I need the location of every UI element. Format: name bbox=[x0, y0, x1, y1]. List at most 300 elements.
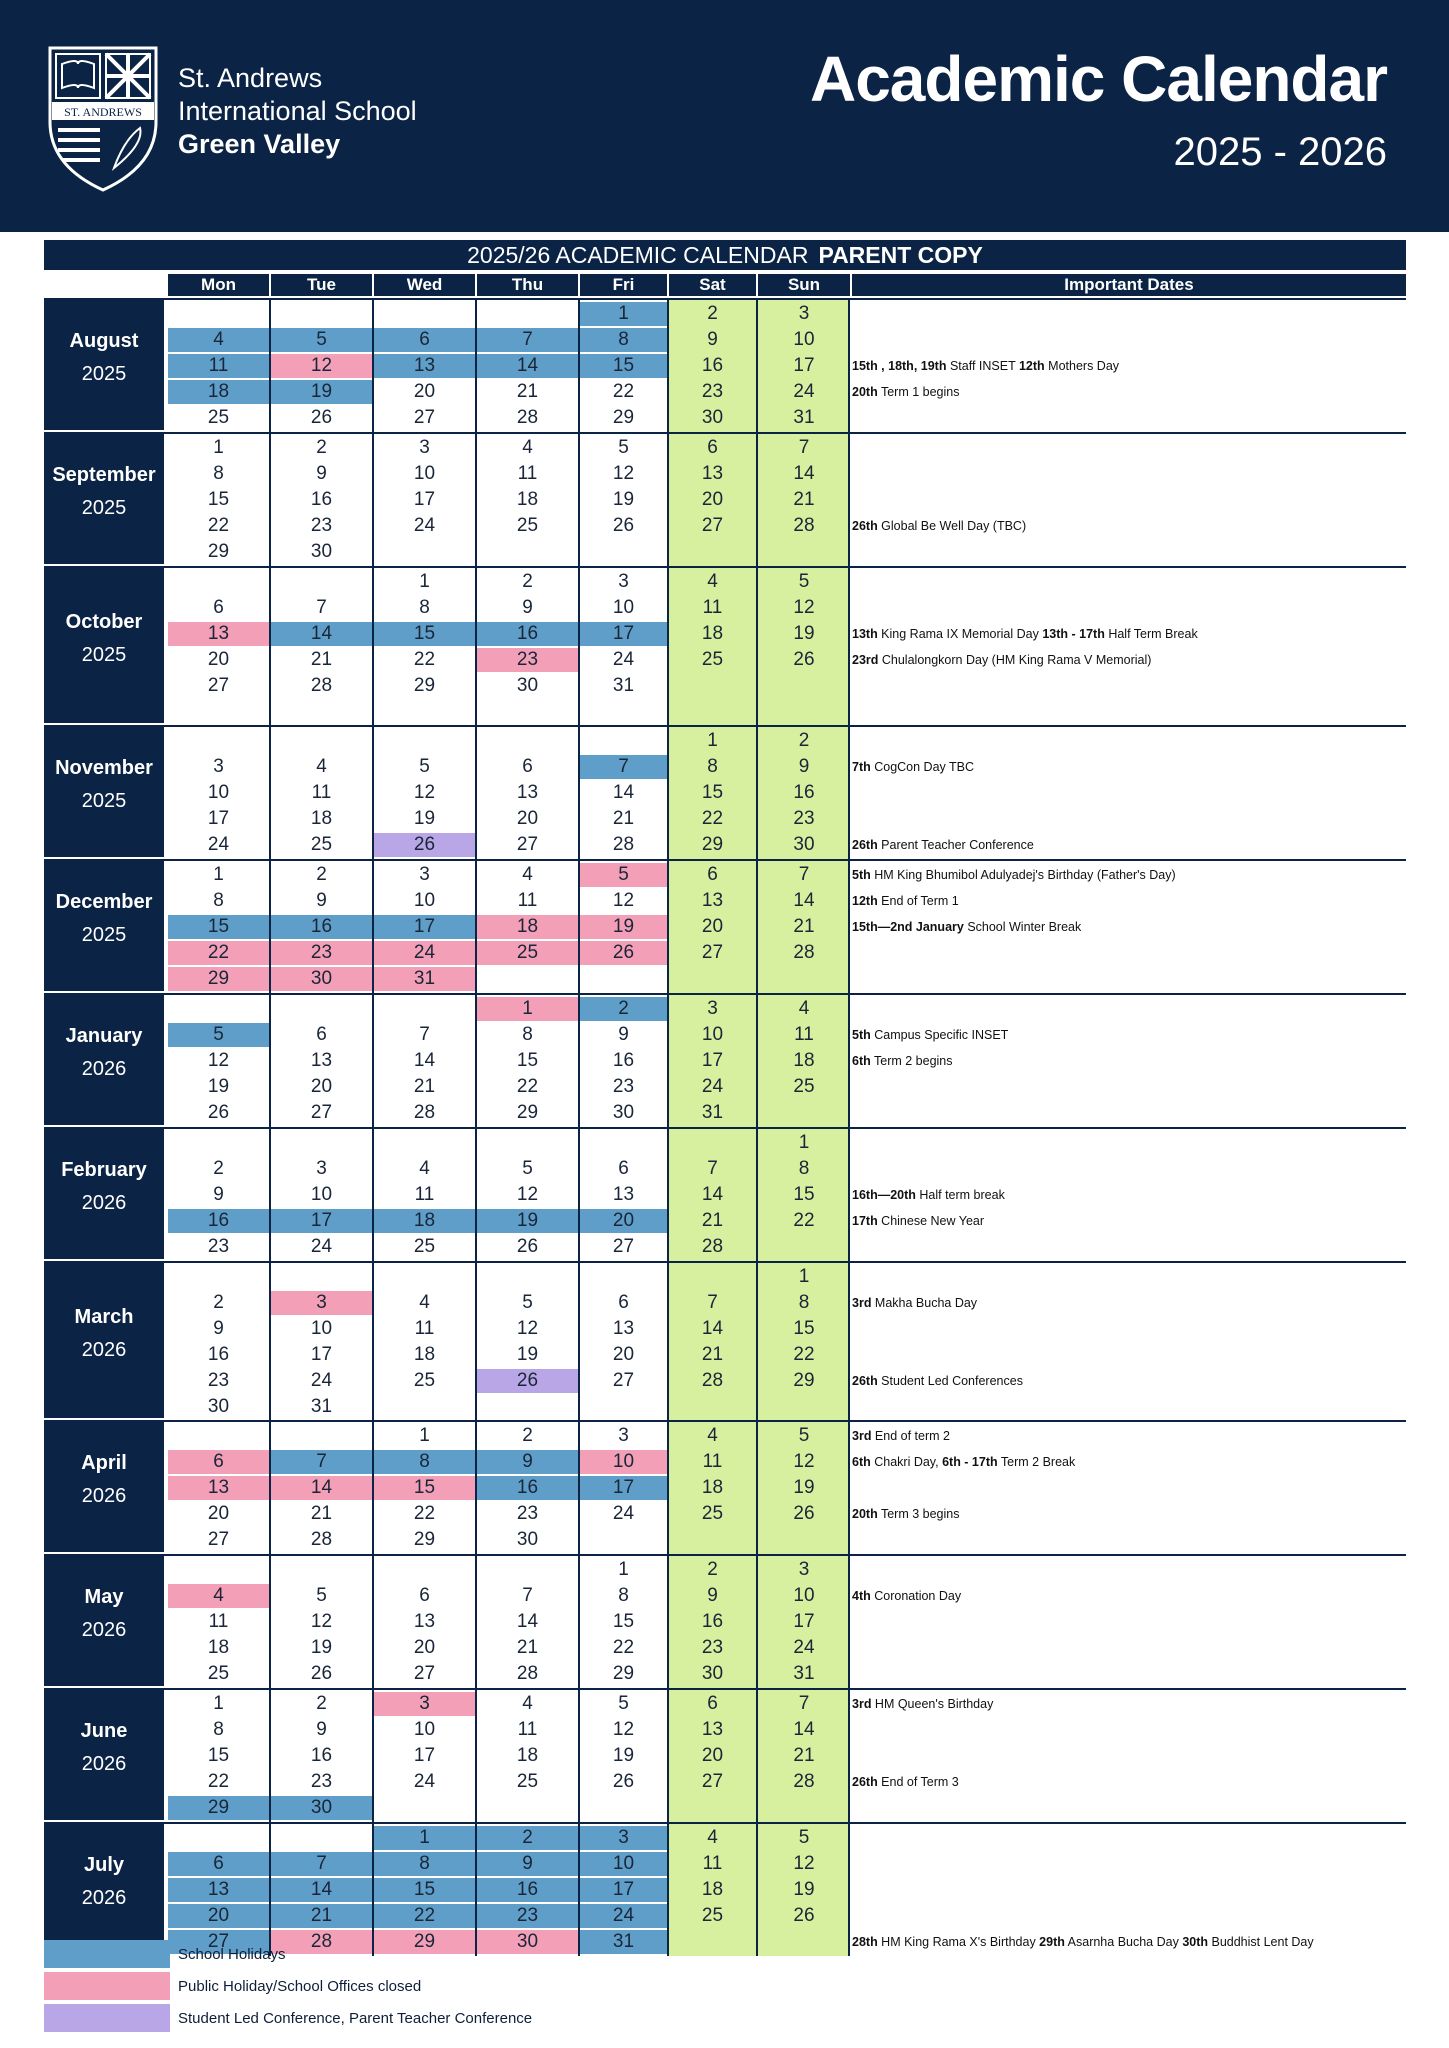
day-cell: 13 bbox=[701, 1718, 724, 1740]
day-cell: 3 bbox=[271, 1291, 372, 1315]
month-name: October bbox=[65, 610, 143, 633]
day-cell: 28 bbox=[516, 1662, 539, 1684]
day-cell: 21 bbox=[310, 1502, 333, 1524]
column-header-important-dates: Important Dates bbox=[852, 274, 1406, 296]
day-cell: 20 bbox=[701, 1744, 724, 1766]
important-date-note bbox=[852, 1584, 961, 1608]
note-text: CogCon Day TBC bbox=[870, 759, 975, 774]
day-cell: 27 bbox=[701, 514, 724, 536]
month-year: 2026 bbox=[81, 1619, 127, 1641]
day-cell: 30 bbox=[271, 1796, 372, 1820]
note-text: Student Led Conferences bbox=[877, 1373, 1023, 1388]
day-cell: 22 bbox=[793, 1209, 815, 1231]
day-cell: 22 bbox=[612, 380, 635, 402]
school-name-line1: St. Andrews bbox=[178, 63, 323, 93]
note-text: Term 1 begins bbox=[877, 384, 960, 399]
note-date: 6th bbox=[852, 1454, 871, 1469]
day-cell: 29 bbox=[701, 833, 724, 855]
day-cell: 18 bbox=[374, 1209, 475, 1233]
note-date: 20th bbox=[852, 1506, 878, 1521]
day-cell: 10 bbox=[612, 596, 635, 618]
day-cell: 27 bbox=[310, 1101, 333, 1123]
note-date: 26th bbox=[852, 1774, 878, 1789]
day-cell: 16 bbox=[701, 354, 724, 376]
month-name: September bbox=[52, 464, 156, 486]
day-cell: 31 bbox=[374, 967, 475, 991]
day-cell: 19 bbox=[793, 622, 815, 644]
day-cell: 24 bbox=[701, 1075, 724, 1097]
day-cell: 11 bbox=[311, 781, 332, 803]
day-cell: 3 bbox=[316, 1157, 327, 1179]
day-cell: 28 bbox=[701, 1235, 724, 1257]
day-cell: 16 bbox=[477, 1476, 578, 1500]
day-cell: 7 bbox=[522, 1584, 533, 1606]
day-cell: 28 bbox=[516, 406, 539, 428]
day-cell: 11 bbox=[414, 1317, 435, 1339]
month-block-july bbox=[44, 1822, 1406, 1956]
day-cell: 5 bbox=[618, 437, 629, 458]
important-date-note bbox=[852, 1049, 953, 1073]
note-text: Asarnha Bucha Day bbox=[1064, 1934, 1183, 1949]
day-cell: 18 bbox=[701, 1878, 724, 1900]
note-text: Term 3 begins bbox=[877, 1506, 960, 1521]
day-cell: 8 bbox=[213, 1718, 224, 1740]
day-cell: 7 bbox=[707, 1157, 718, 1179]
day-cell: 29 bbox=[207, 540, 230, 562]
important-date-note bbox=[852, 1424, 950, 1448]
day-cell: 20 bbox=[612, 1343, 635, 1365]
day-cell: 21 bbox=[793, 1744, 815, 1766]
day-cell: 8 bbox=[419, 596, 430, 618]
day-cell: 21 bbox=[793, 915, 815, 937]
month-year: 2025 bbox=[81, 790, 127, 812]
day-cell: 19 bbox=[271, 380, 372, 404]
day-cell: 17 bbox=[271, 1209, 372, 1233]
day-cell: 30 bbox=[793, 833, 815, 855]
day-cell: 10 bbox=[413, 462, 436, 484]
day-cell: 21 bbox=[701, 1343, 724, 1365]
important-date-note bbox=[852, 648, 1151, 672]
day-cell: 7 bbox=[580, 755, 667, 779]
day-cell: 13 bbox=[168, 1878, 269, 1902]
note-date: 7th bbox=[852, 759, 871, 774]
day-cell: 26 bbox=[612, 514, 635, 536]
day-cell: 22 bbox=[168, 941, 269, 965]
note-text: Makha Bucha Day bbox=[871, 1295, 978, 1310]
month-year: 2026 bbox=[81, 1887, 127, 1909]
day-cell: 22 bbox=[413, 1502, 436, 1524]
day-cell: 23 bbox=[310, 514, 333, 536]
day-cell: 24 bbox=[310, 1235, 333, 1257]
day-cell: 21 bbox=[271, 1904, 372, 1928]
month-year: 2026 bbox=[81, 1338, 127, 1361]
day-cell: 17 bbox=[580, 1476, 667, 1500]
day-cell: 26 bbox=[477, 1369, 578, 1393]
day-cell: 19 bbox=[793, 1878, 815, 1900]
note-date: 6th bbox=[852, 1053, 871, 1068]
page-header bbox=[0, 0, 1449, 232]
day-cell: 19 bbox=[413, 807, 436, 829]
day-cell: 27 bbox=[207, 1528, 230, 1550]
page-title: Academic Calendar bbox=[809, 43, 1387, 115]
day-cell: 26 bbox=[310, 1662, 333, 1684]
day-cell: 5 bbox=[618, 1693, 629, 1714]
important-date-note bbox=[852, 889, 959, 913]
month-block-june bbox=[44, 1688, 1406, 1822]
column-header-blank bbox=[44, 274, 164, 296]
day-cell: 15 bbox=[516, 1049, 539, 1071]
note-text: School Winter Break bbox=[963, 919, 1082, 934]
day-cell: 4 bbox=[707, 1827, 718, 1848]
important-date-note bbox=[852, 833, 1034, 857]
note-date: 5th bbox=[852, 1027, 871, 1042]
note-text: End of Term 3 bbox=[877, 1774, 959, 1789]
school-name-line2: International School bbox=[178, 96, 417, 126]
day-cell: 15 bbox=[207, 488, 230, 510]
important-date-note bbox=[852, 915, 1081, 939]
day-cell: 30 bbox=[271, 967, 372, 991]
calendar-title bbox=[44, 240, 1406, 270]
day-cell: 16 bbox=[207, 1343, 230, 1365]
day-cell: 4 bbox=[419, 1291, 430, 1313]
month-block-december bbox=[44, 859, 1406, 993]
note-text: HM King Rama X's Birthday bbox=[877, 1934, 1040, 1949]
day-cell: 28 bbox=[310, 674, 333, 696]
legend-label: Student Led Conference, Parent Teacher Conference bbox=[178, 2010, 533, 2027]
grid-line bbox=[578, 1263, 580, 1420]
column-header-sun: Sun bbox=[758, 274, 850, 296]
day-cell: 1 bbox=[213, 864, 224, 885]
day-cell: 11 bbox=[702, 1450, 723, 1472]
day-cell: 31 bbox=[793, 406, 815, 428]
day-cell: 7 bbox=[798, 1693, 810, 1714]
calendar-table bbox=[44, 240, 1406, 1952]
month-name: May bbox=[84, 1586, 124, 1608]
day-cell: 16 bbox=[168, 1209, 269, 1233]
day-cell: 11 bbox=[414, 1183, 435, 1205]
column-header-tue: Tue bbox=[271, 274, 372, 296]
day-cell: 6 bbox=[618, 1291, 629, 1313]
day-cell: 18 bbox=[477, 915, 578, 939]
day-cell: 23 bbox=[701, 380, 724, 402]
day-cell: 13 bbox=[701, 462, 724, 484]
note-text: Coronation Day bbox=[870, 1588, 962, 1603]
legend-swatch bbox=[44, 2004, 170, 2032]
day-cell: 22 bbox=[612, 1636, 635, 1658]
day-cell: 1 bbox=[374, 1826, 475, 1850]
day-cell: 5 bbox=[798, 1827, 810, 1848]
day-cell: 15 bbox=[374, 1878, 475, 1902]
day-cell: 13 bbox=[413, 1610, 436, 1632]
day-cell: 30 bbox=[701, 1662, 724, 1684]
day-cell: 10 bbox=[413, 889, 436, 911]
day-cell: 25 bbox=[310, 833, 333, 855]
month-year: 2026 bbox=[81, 1485, 127, 1507]
day-cell: 16 bbox=[612, 1049, 635, 1071]
important-date-note bbox=[852, 1183, 1005, 1207]
day-cell: 13 bbox=[168, 1476, 269, 1500]
month-name: December bbox=[55, 891, 153, 913]
day-cell: 14 bbox=[793, 462, 815, 484]
day-cell: 4 bbox=[168, 328, 269, 352]
important-date-note bbox=[852, 1770, 959, 1794]
day-cell: 3 bbox=[618, 1425, 629, 1446]
day-cell: 7 bbox=[316, 596, 327, 618]
legend-label: Public Holiday/School Offices closed bbox=[178, 1978, 422, 1995]
note-text: Term 2 begins bbox=[870, 1053, 953, 1068]
grid-line bbox=[667, 1263, 669, 1420]
day-cell: 23 bbox=[271, 941, 372, 965]
day-cell: 28 bbox=[793, 941, 815, 963]
note-text: HM King Bhumibol Adulyadej's Birthday (Father's Day) bbox=[870, 868, 1176, 882]
important-date-note bbox=[852, 1450, 1075, 1474]
school-crest-logo bbox=[44, 44, 162, 194]
day-cell: 6 bbox=[707, 437, 718, 458]
day-cell: 9 bbox=[316, 889, 327, 911]
day-cell: 23 bbox=[310, 1770, 333, 1792]
day-cell: 9 bbox=[477, 1450, 578, 1474]
day-cell: 14 bbox=[793, 889, 815, 911]
day-cell: 14 bbox=[793, 1718, 815, 1740]
day-cell: 20 bbox=[701, 915, 724, 937]
day-cell: 4 bbox=[798, 998, 810, 1019]
important-date-note bbox=[852, 863, 1176, 887]
day-cell: 21 bbox=[516, 1636, 539, 1658]
note-date: 12th bbox=[852, 893, 878, 908]
calendar-title-text: 2025/26 ACADEMIC CALENDAR bbox=[467, 242, 809, 268]
note-date: 15th , 18th, 19th bbox=[852, 358, 947, 373]
day-cell: 9 bbox=[707, 328, 718, 350]
day-cell: 9 bbox=[798, 755, 810, 777]
note-date: 26th bbox=[852, 1373, 878, 1388]
day-cell: 1 bbox=[618, 1559, 629, 1580]
day-cell: 8 bbox=[522, 1023, 533, 1045]
day-cell: 4 bbox=[168, 1584, 269, 1608]
day-cell: 15 bbox=[374, 622, 475, 646]
day-cell: 3 bbox=[580, 1826, 667, 1850]
month-name: July bbox=[83, 1854, 125, 1876]
day-cell: 1 bbox=[213, 1693, 224, 1714]
day-cell: 5 bbox=[580, 863, 667, 887]
day-cell: 3 bbox=[707, 998, 718, 1019]
day-cell: 19 bbox=[793, 1476, 815, 1498]
day-cell: 21 bbox=[310, 648, 333, 670]
day-cell: 21 bbox=[413, 1075, 436, 1097]
day-cell: 25 bbox=[516, 1770, 539, 1792]
note-date: 15th—2nd January bbox=[852, 919, 964, 934]
day-cell: 31 bbox=[310, 1395, 333, 1417]
day-cell: 16 bbox=[477, 622, 578, 646]
important-date-note bbox=[852, 1023, 1008, 1047]
day-cell: 11 bbox=[794, 1023, 814, 1045]
day-cell: 14 bbox=[477, 354, 578, 378]
month-name: June bbox=[80, 1720, 128, 1742]
day-cell: 14 bbox=[612, 781, 635, 803]
day-cell: 2 bbox=[316, 1693, 327, 1714]
day-cell: 24 bbox=[612, 648, 635, 670]
day-cell: 22 bbox=[413, 648, 436, 670]
note-date: 16th—20th bbox=[852, 1187, 916, 1202]
day-cell: 25 bbox=[413, 1235, 436, 1257]
day-cell: 1 bbox=[580, 302, 667, 326]
day-cell: 11 bbox=[517, 1718, 538, 1740]
day-cell: 27 bbox=[612, 1235, 635, 1257]
month-year: 2025 bbox=[81, 497, 127, 519]
day-cell: 15 bbox=[580, 354, 667, 378]
day-cell: 5 bbox=[168, 1023, 269, 1047]
day-cell: 25 bbox=[413, 1369, 436, 1391]
school-name bbox=[178, 62, 417, 161]
day-cell: 26 bbox=[793, 1502, 815, 1524]
day-cell: 6 bbox=[618, 1157, 629, 1179]
day-cell: 22 bbox=[374, 1904, 475, 1928]
day-cell: 23 bbox=[477, 648, 578, 672]
day-cell: 7 bbox=[798, 864, 810, 885]
day-cell: 20 bbox=[207, 648, 230, 670]
day-cell: 28 bbox=[413, 1101, 436, 1123]
day-cell: 14 bbox=[271, 1476, 372, 1500]
day-cell: 10 bbox=[413, 1718, 436, 1740]
day-cell: 12 bbox=[612, 462, 635, 484]
day-cell: 1 bbox=[419, 571, 430, 592]
day-cell: 9 bbox=[213, 1317, 224, 1339]
note-text: End of term 2 bbox=[871, 1429, 950, 1443]
month-year: 2025 bbox=[81, 643, 127, 666]
day-cell: 10 bbox=[793, 328, 815, 350]
day-cell: 10 bbox=[580, 1450, 667, 1474]
day-cell: 19 bbox=[207, 1075, 230, 1097]
day-cell: 9 bbox=[477, 1852, 578, 1876]
day-cell: 11 bbox=[517, 889, 538, 911]
day-cell: 30 bbox=[477, 1930, 578, 1954]
day-cell: 25 bbox=[793, 1075, 815, 1097]
day-cell: 8 bbox=[374, 1450, 475, 1474]
note-date: 29th bbox=[1039, 1934, 1065, 1949]
day-cell: 29 bbox=[168, 967, 269, 991]
day-cell: 15 bbox=[793, 1183, 815, 1205]
day-cell: 9 bbox=[618, 1023, 629, 1045]
day-cell: 17 bbox=[413, 1744, 436, 1766]
day-cell: 27 bbox=[701, 941, 724, 963]
day-cell: 28 bbox=[612, 833, 635, 855]
day-cell: 12 bbox=[793, 1852, 815, 1874]
day-cell: 4 bbox=[707, 1425, 718, 1446]
day-cell: 9 bbox=[213, 1183, 224, 1205]
day-cell: 24 bbox=[793, 1636, 815, 1658]
legend-swatch bbox=[44, 1972, 170, 2000]
note-text: Half term break bbox=[915, 1187, 1005, 1202]
important-date-note bbox=[852, 1502, 959, 1526]
day-cell: 27 bbox=[413, 406, 436, 428]
day-cell: 8 bbox=[580, 328, 667, 352]
day-cell: 1 bbox=[798, 1266, 810, 1287]
day-cell: 26 bbox=[374, 833, 475, 857]
day-cell: 8 bbox=[707, 755, 718, 777]
day-cell: 14 bbox=[413, 1049, 436, 1071]
day-cell: 19 bbox=[612, 488, 635, 510]
day-cell: 12 bbox=[793, 1450, 815, 1472]
day-cell: 25 bbox=[701, 1904, 724, 1926]
day-cell: 14 bbox=[516, 1610, 539, 1632]
month-block-october bbox=[44, 566, 1406, 725]
day-cell: 28 bbox=[701, 1369, 724, 1391]
month-year: 2026 bbox=[81, 1058, 127, 1080]
note-date: 23rd bbox=[852, 652, 879, 667]
column-header-mon: Mon bbox=[168, 274, 269, 296]
day-cell: 27 bbox=[701, 1770, 724, 1792]
day-cell: 14 bbox=[701, 1317, 724, 1339]
note-date: 30th bbox=[1182, 1934, 1209, 1949]
day-cell: 6 bbox=[374, 328, 475, 352]
day-cell: 10 bbox=[310, 1183, 333, 1205]
day-cell: 13 bbox=[374, 354, 475, 378]
day-cell: 2 bbox=[707, 303, 718, 324]
day-cell: 27 bbox=[612, 1369, 635, 1391]
day-cell: 2 bbox=[707, 1559, 718, 1580]
day-cell: 2 bbox=[213, 1291, 224, 1313]
day-cell: 19 bbox=[516, 1343, 539, 1365]
day-cell: 6 bbox=[168, 1450, 269, 1474]
day-cell: 17 bbox=[793, 1610, 815, 1632]
day-cell: 24 bbox=[310, 1369, 333, 1391]
month-block-may bbox=[44, 1554, 1406, 1688]
day-cell: 1 bbox=[213, 437, 224, 458]
day-cell: 10 bbox=[207, 781, 230, 803]
note-date: 3rd bbox=[852, 1697, 872, 1711]
day-cell: 8 bbox=[213, 889, 224, 911]
day-cell: 15 bbox=[793, 1317, 815, 1339]
note-date: 13th - 17th bbox=[1042, 626, 1105, 641]
note-date: 20th bbox=[852, 384, 878, 399]
day-cell: 16 bbox=[310, 488, 333, 510]
day-cell: 26 bbox=[793, 1904, 815, 1926]
day-cell: 5 bbox=[798, 571, 810, 592]
day-cell: 15 bbox=[168, 915, 269, 939]
day-cell: 8 bbox=[618, 1584, 629, 1606]
day-cell: 26 bbox=[793, 648, 815, 670]
day-cell: 20 bbox=[207, 1502, 230, 1524]
day-cell: 18 bbox=[516, 488, 539, 510]
day-cell: 29 bbox=[168, 1796, 269, 1820]
day-cell: 9 bbox=[316, 462, 327, 484]
day-cell: 5 bbox=[522, 1291, 533, 1313]
day-cell: 16 bbox=[793, 781, 815, 803]
day-cell: 2 bbox=[522, 571, 533, 592]
day-cell: 17 bbox=[793, 354, 815, 376]
day-cell: 30 bbox=[207, 1395, 230, 1417]
day-cell: 24 bbox=[413, 514, 436, 536]
day-cell: 26 bbox=[516, 1235, 539, 1257]
day-cell: 17 bbox=[580, 622, 667, 646]
day-cell: 10 bbox=[310, 1317, 333, 1339]
day-cell: 30 bbox=[612, 1101, 635, 1123]
day-cell: 15 bbox=[374, 1476, 475, 1500]
day-cell: 6 bbox=[168, 1852, 269, 1876]
day-cell: 9 bbox=[316, 1718, 327, 1740]
day-cell: 30 bbox=[516, 674, 539, 696]
month-block-september bbox=[44, 432, 1406, 566]
day-cell: 17 bbox=[310, 1343, 333, 1365]
note-text: End of Term 1 bbox=[877, 893, 959, 908]
day-cell: 7 bbox=[271, 1852, 372, 1876]
day-cell: 15 bbox=[207, 1744, 230, 1766]
column-header-sat: Sat bbox=[669, 274, 756, 296]
day-cell: 17 bbox=[374, 915, 475, 939]
day-cell: 18 bbox=[701, 1476, 724, 1498]
note-text: Term 2 Break bbox=[997, 1454, 1076, 1469]
day-cell: 14 bbox=[701, 1183, 724, 1205]
day-cell: 31 bbox=[612, 674, 635, 696]
